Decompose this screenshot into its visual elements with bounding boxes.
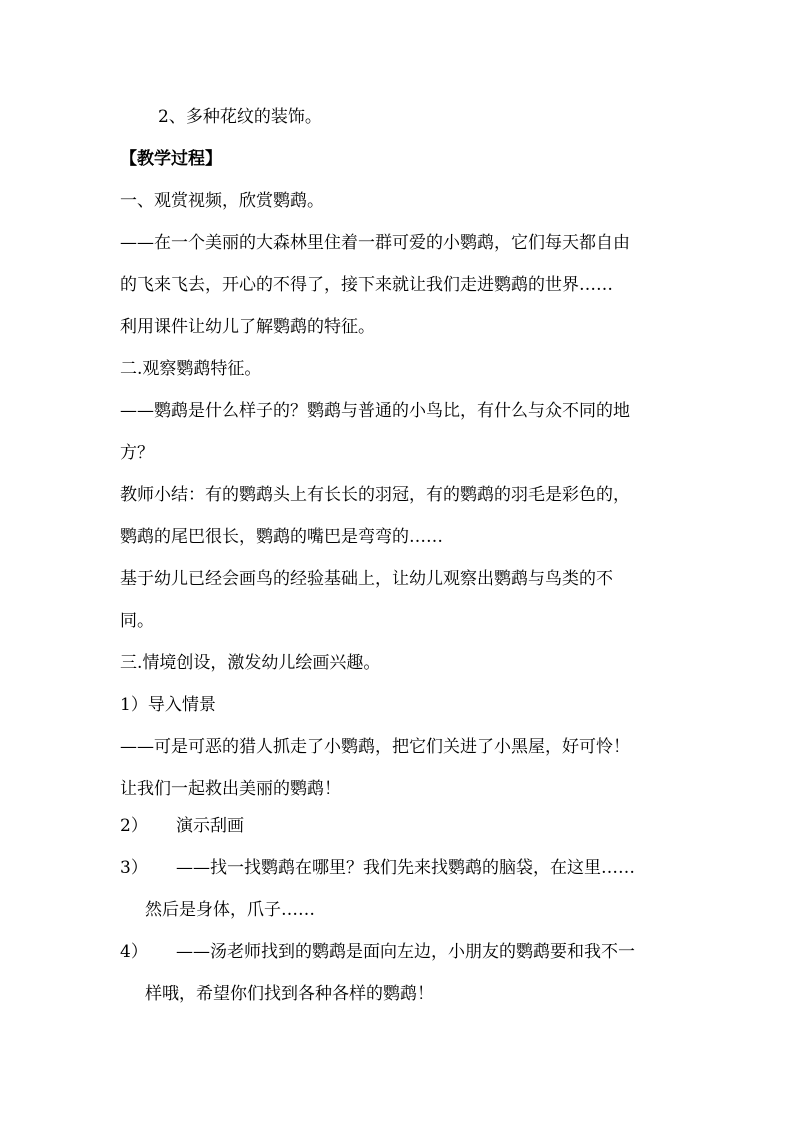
list-item-text: ——汤老师找到的鹦鹉是面向左边，小朋友的鹦鹉要和我不一: [176, 942, 635, 962]
section-heading: 【教学过程】: [120, 149, 222, 169]
paragraph-line: 方？: [120, 443, 154, 463]
paragraph-line: ——鹦鹉是什么样子的？鹦鹉与普通的小鸟比，有什么与众不同的地: [120, 401, 630, 421]
paragraph-line: ——可是可恶的猎人抓走了小鹦鹉，把它们关进了小黑屋，好可怜！: [120, 737, 630, 757]
list-item-text: ——找一找鹦鹉在哪里？我们先来找鹦鹉的脑袋，在这里……: [176, 858, 635, 878]
paragraph-line: 让我们一起救出美丽的鹦鹉！: [120, 779, 341, 799]
paragraph-line: 的飞来飞去，开心的不得了，接下来就让我们走进鹦鹉的世界……: [120, 275, 613, 295]
section-1-title: 一、观赏视频，欣赏鹦鹉。: [120, 191, 324, 211]
list-number: 2）: [120, 816, 148, 836]
section-3-title: 三.情境创设，激发幼儿绘画兴趣。: [120, 653, 381, 673]
list-number: 4）: [120, 942, 148, 962]
paragraph-line: 基于幼儿已经会画鸟的经验基础上，让幼儿观察出鹦鹉与鸟类的不: [120, 569, 613, 589]
section-2-title: 二.观察鹦鹉特征。: [120, 359, 262, 379]
paragraph-line: 利用课件让幼儿了解鹦鹉的特征。: [120, 317, 375, 337]
list-item-2: 2、多种花纹的装饰。: [158, 107, 322, 127]
paragraph-line: 同。: [120, 611, 154, 631]
list-number: 3）: [120, 858, 148, 878]
list-item-1: 1）导入情景: [120, 695, 216, 715]
list-item-text: 演示刮画: [176, 816, 244, 836]
paragraph-line: ——在一个美丽的大森林里住着一群可爱的小鹦鹉，它们每天都自由: [120, 233, 630, 253]
list-item-text: 然后是身体，爪子……: [145, 900, 315, 920]
paragraph-line: 教师小结：有的鹦鹉头上有长长的羽冠，有的鹦鹉的羽毛是彩色的，: [120, 485, 630, 505]
paragraph-line: 鹦鹉的尾巴很长，鹦鹉的嘴巴是弯弯的……: [120, 527, 443, 547]
list-item-text: 样哦，希望你们找到各种各样的鹦鹉！: [145, 984, 434, 1004]
